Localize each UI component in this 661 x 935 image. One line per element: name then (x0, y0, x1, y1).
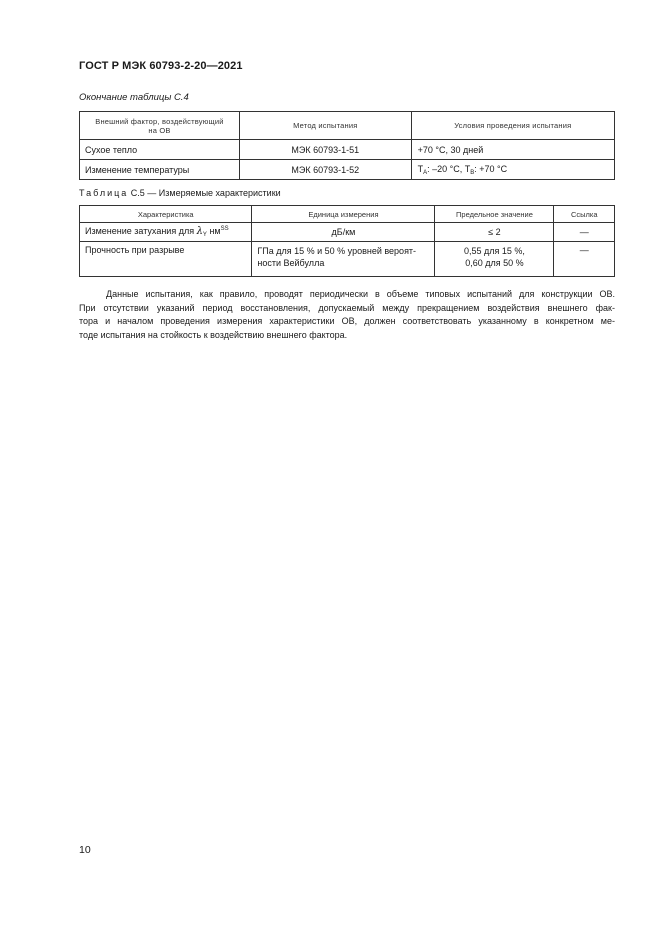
table-row (80, 223, 615, 242)
tb-symbol: T (464, 163, 471, 174)
cell-factor: Изменение температуры (80, 160, 240, 180)
document-header: ГОСТ Р МЭК 60793-2-20—2021 (79, 60, 243, 72)
paragraph-line: тора и началом проведения измерения характеристики ОВ, должен соответствовать указанному в конкретном ме- (79, 316, 615, 326)
ta-subscript: A (423, 169, 428, 176)
table-c5-header-limit: Предельное значение (435, 206, 554, 223)
table-c4 (79, 111, 615, 180)
cell-characteristic (80, 223, 252, 242)
cell-method: МЭК 60793-1-52 (239, 160, 411, 180)
table-c5-title-rest: С.5 — Измеряемые характеристики (128, 188, 281, 198)
cell-unit: дБ/км (252, 223, 435, 242)
table-c4-caption: Окончание таблицы С.4 (79, 92, 189, 103)
table-row (80, 242, 615, 277)
unit-line2: ности Вейбулла (257, 258, 325, 268)
tb-subscript: B (470, 169, 475, 176)
cell-reference: — (554, 242, 615, 277)
table-c5-header-reference: Ссылка (554, 206, 615, 223)
char-superscript: SS (220, 226, 229, 232)
table-c5-header-characteristic: Характеристика (80, 206, 252, 223)
cell-limit (435, 242, 554, 277)
table-c5 (79, 205, 615, 277)
paragraph-line: При отсутствии указаний период восстановления, допускаемый между прекращением воздействия внешнего фак- (79, 302, 615, 313)
cell-limit: ≤ 2 (435, 223, 554, 242)
unit-line1: ГПа для 15 % и 50 % уровней вероят- (257, 246, 417, 256)
ta-symbol: T (417, 163, 424, 174)
paragraph-line: Данные испытания, как правило, проводят периодически в объеме типовых испытаний для конструкции ОВ. (106, 289, 615, 299)
table-c4-header-method: Метод испытания (239, 112, 411, 140)
table-c5-header-unit: Единица измерения (252, 206, 435, 223)
paragraph-line: тоде испытания на стойкость к воздействию внешнего фактора. (79, 329, 348, 340)
header-factor-line2: на ОВ (148, 125, 171, 135)
body-paragraph (79, 288, 615, 342)
table-c5-title-prefix: Таблица (79, 188, 129, 198)
cell-conditions (411, 160, 614, 180)
header-factor-line1: Внешний фактор, воздействующий (95, 116, 224, 126)
lambda-subscript: Y (202, 232, 207, 238)
tb-value: : +70 °С (474, 163, 508, 174)
cell-unit (252, 242, 435, 277)
limit-line1: 0,55 для 15 %, (464, 246, 525, 256)
lambda-symbol: λ (196, 226, 203, 237)
char-text: Изменение затухания для (85, 226, 197, 236)
table-c4-header-conditions: Условия проведения испытания (411, 112, 614, 140)
ta-value: : –20 °С, (427, 163, 465, 174)
cell-method: МЭК 60793-1-51 (239, 140, 411, 160)
table-row (80, 160, 615, 180)
cell-reference: — (554, 223, 615, 242)
table-row (80, 140, 615, 160)
cell-conditions: +70 °С, 30 дней (411, 140, 614, 160)
char-unit: нм (206, 226, 221, 236)
table-c4-header-row (80, 112, 615, 140)
page-number: 10 (79, 844, 91, 856)
table-c5-header-row (80, 206, 615, 223)
limit-line2: 0,60 для 50 % (465, 258, 524, 268)
table-c5-title (79, 188, 281, 198)
cell-characteristic: Прочность при разрыве (80, 242, 252, 277)
cell-factor: Сухое тепло (80, 140, 240, 160)
table-c4-header-factor (80, 112, 240, 140)
